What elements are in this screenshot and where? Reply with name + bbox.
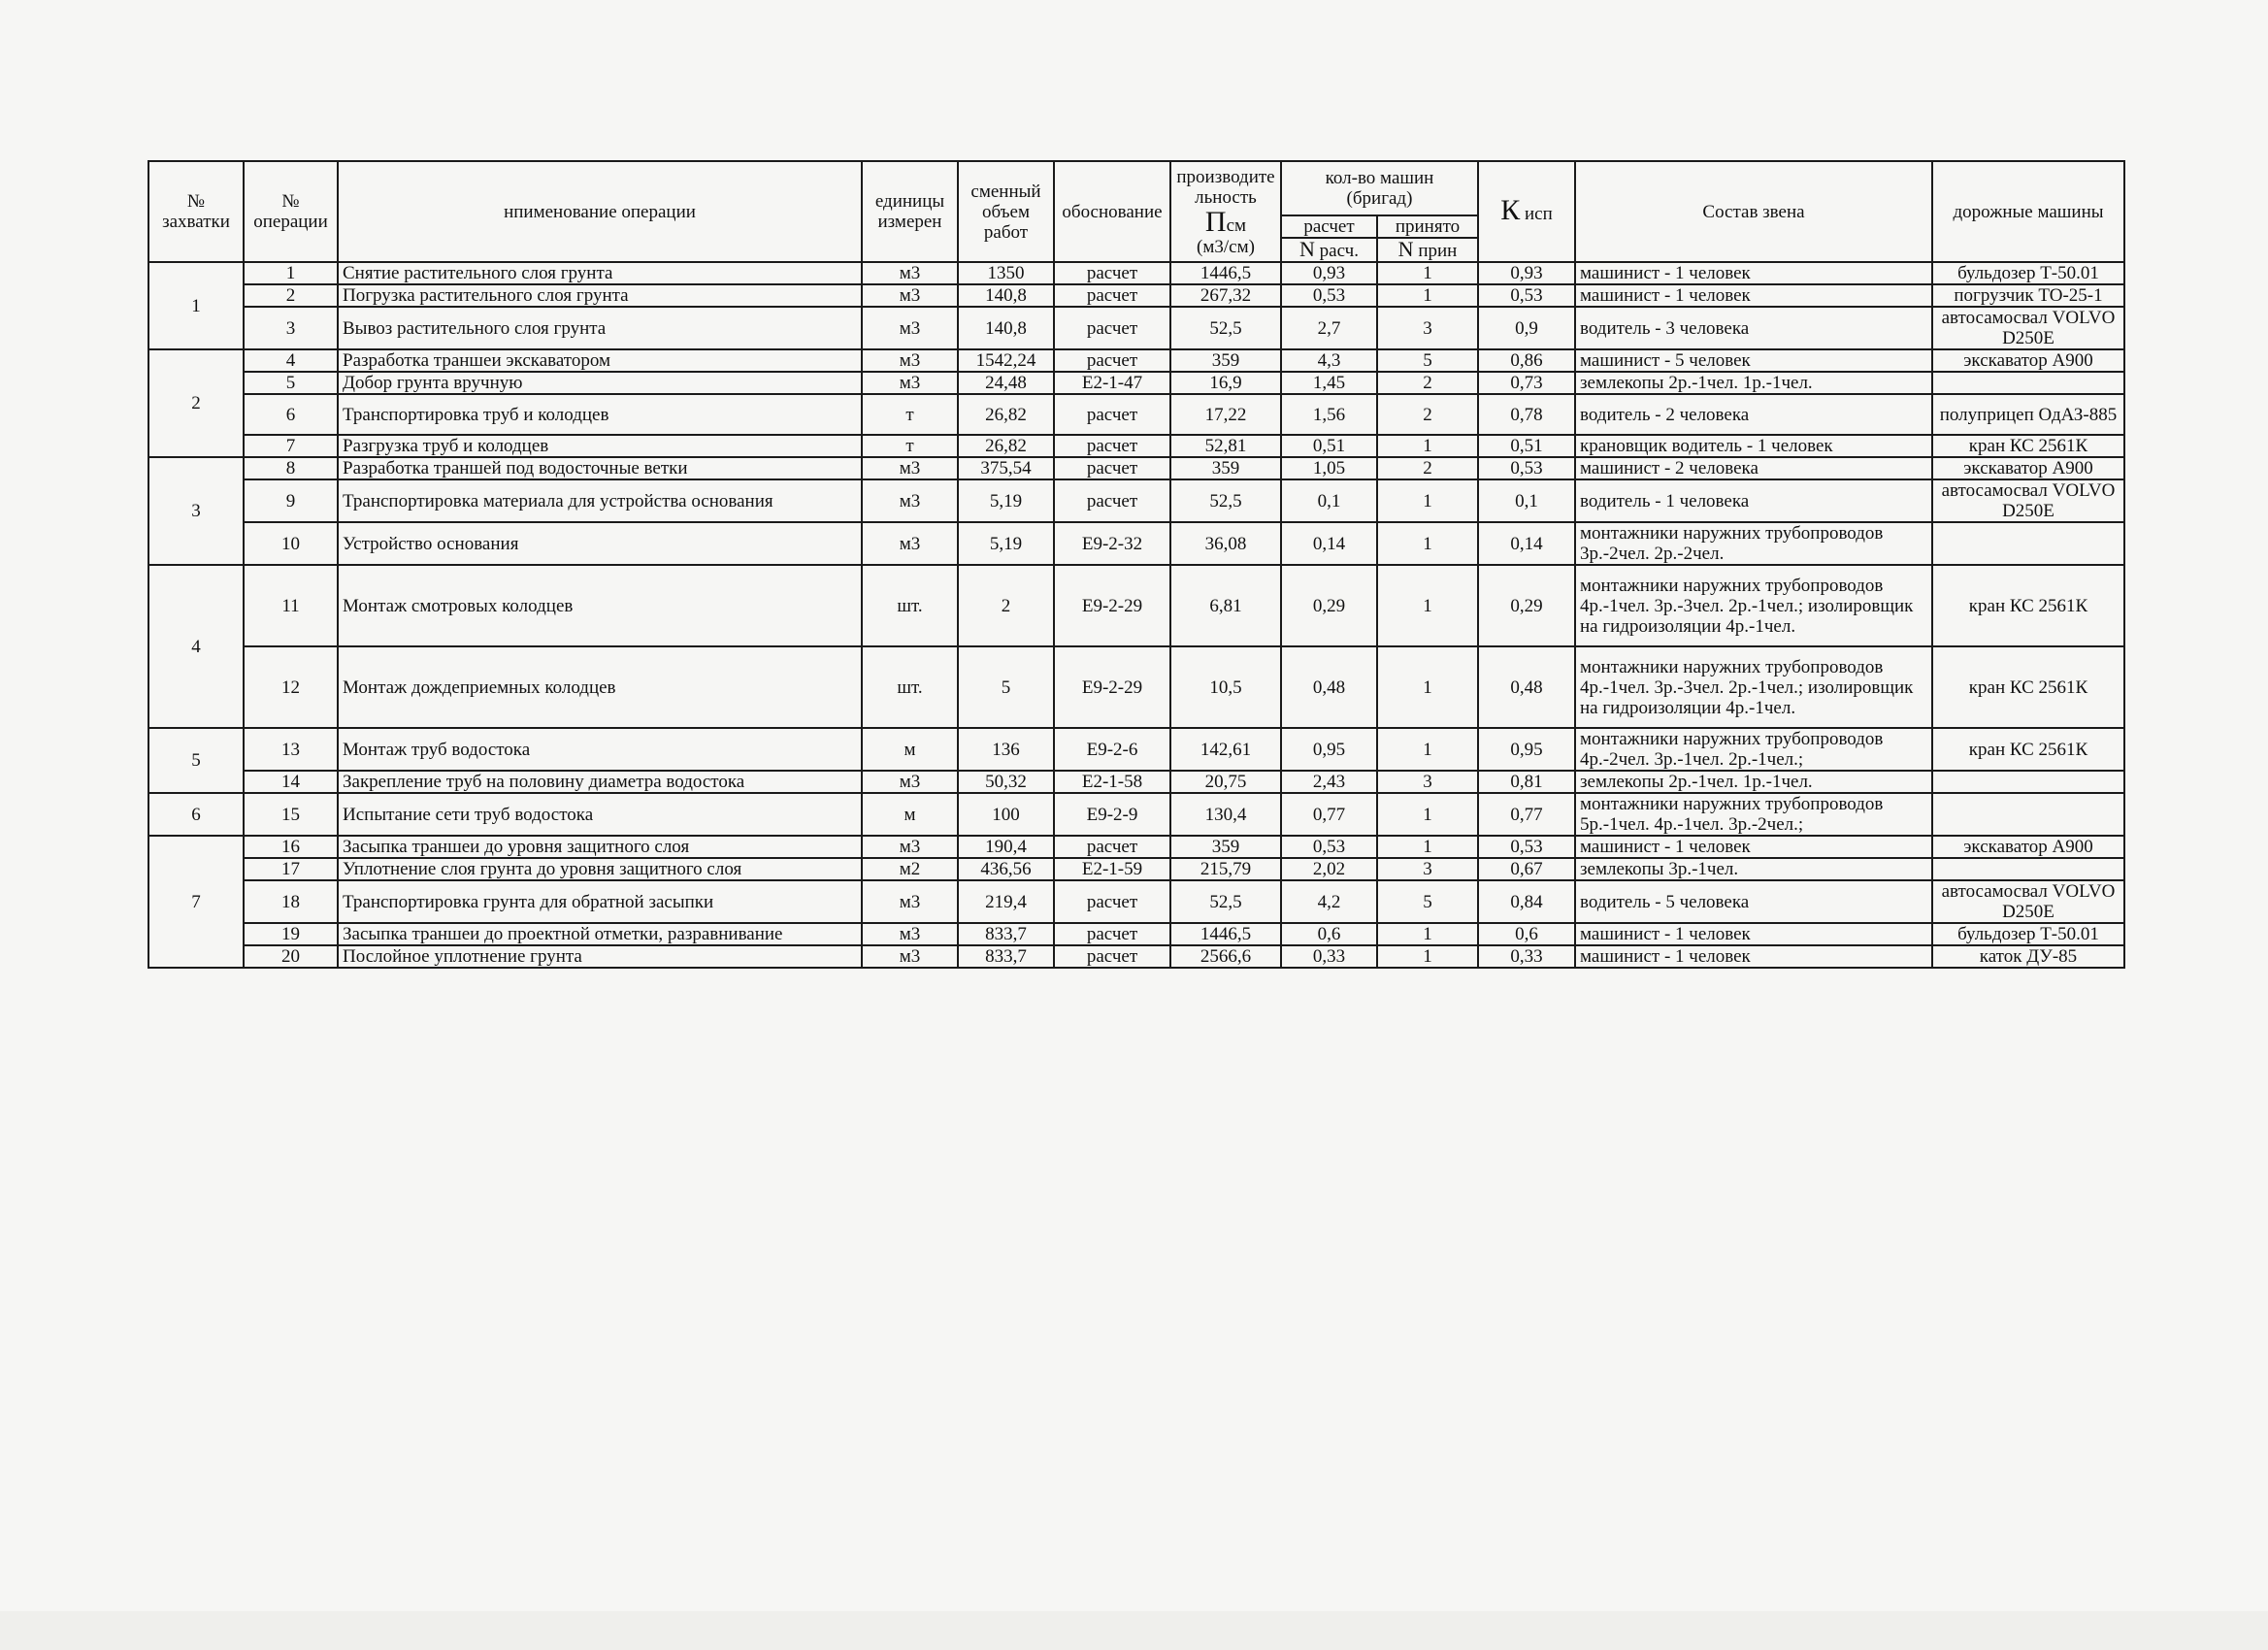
productivity-cell: 1446,5: [1170, 923, 1281, 945]
operation-name-cell: Монтаж дождеприемных колодцев: [338, 646, 862, 728]
road-machine-cell: экскаватор А900: [1932, 349, 2124, 372]
team-cell: землекопы 2р.-1чел. 1р.-1чел.: [1575, 372, 1932, 394]
header-operation-no: № операции: [244, 161, 338, 262]
team-cell: землекопы 3р.-1чел.: [1575, 858, 1932, 880]
n-accepted-cell: 1: [1377, 565, 1478, 646]
road-machine-cell: автосамосвал VOLVO D250E: [1932, 307, 2124, 349]
volume-cell: 100: [958, 793, 1054, 836]
operation-number-cell: 19: [244, 923, 338, 945]
volume-cell: 219,4: [958, 880, 1054, 923]
road-machine-cell: [1932, 372, 2124, 394]
n-calc-cell: 2,7: [1281, 307, 1377, 349]
road-machine-cell: бульдозер Т-50.01: [1932, 923, 2124, 945]
team-cell: машинист - 1 человек: [1575, 836, 1932, 858]
basis-cell: расчет: [1054, 394, 1170, 435]
unit-cell: м3: [862, 771, 958, 793]
productivity-cell: 142,61: [1170, 728, 1281, 771]
productivity-cell: 215,79: [1170, 858, 1281, 880]
n-accepted-cell: 1: [1377, 728, 1478, 771]
zahvatka-number-cell: 2: [148, 349, 244, 457]
road-machine-cell: кран КС 2561К: [1932, 565, 2124, 646]
k-usage-cell: 0,53: [1478, 457, 1575, 479]
operation-number-cell: 7: [244, 435, 338, 457]
table-row: [148, 646, 2124, 728]
table-row: [148, 394, 2124, 435]
operation-name-cell: Уплотнение слоя грунта до уровня защитного слоя: [338, 858, 862, 880]
header-shift-volume: сменный объем работ: [958, 161, 1054, 262]
n-accepted-cell: 1: [1377, 262, 1478, 284]
k-usage-cell: 0,14: [1478, 522, 1575, 565]
table-row: [148, 372, 2124, 394]
productivity-cell: 52,81: [1170, 435, 1281, 457]
team-cell: монтажники наружних трубопроводов 5р.-1чел. 4р.-1чел. 3р.-2чел.;: [1575, 793, 1932, 836]
header-units: единицы измерен: [862, 161, 958, 262]
operation-name-cell: Разработка траншеи экскаватором: [338, 349, 862, 372]
k-usage-cell: 0,29: [1478, 565, 1575, 646]
unit-cell: м3: [862, 836, 958, 858]
k-usage-cell: 0,77: [1478, 793, 1575, 836]
team-cell: водитель - 3 человека: [1575, 307, 1932, 349]
team-cell: водитель - 1 человека: [1575, 479, 1932, 522]
zahvatka-number-cell: 4: [148, 565, 244, 728]
operation-name-cell: Послойное уплотнение грунта: [338, 945, 862, 968]
operation-number-cell: 5: [244, 372, 338, 394]
n-calc-cell: 4,3: [1281, 349, 1377, 372]
unit-cell: шт.: [862, 565, 958, 646]
scan-bottom-band: [0, 1611, 2268, 1650]
header-n-accepted: N прин: [1377, 238, 1478, 262]
operation-number-cell: 10: [244, 522, 338, 565]
operation-number-cell: 8: [244, 457, 338, 479]
volume-cell: 26,82: [958, 394, 1054, 435]
unit-cell: м3: [862, 372, 958, 394]
n-calc-cell: 0,93: [1281, 262, 1377, 284]
basis-cell: расчет: [1054, 307, 1170, 349]
operation-number-cell: 11: [244, 565, 338, 646]
k-usage-cell: 0,48: [1478, 646, 1575, 728]
n-calc-cell: 0,95: [1281, 728, 1377, 771]
productivity-cell: 359: [1170, 836, 1281, 858]
volume-cell: 833,7: [958, 945, 1054, 968]
k-usage-cell: 0,84: [1478, 880, 1575, 923]
n-calc-cell: 2,02: [1281, 858, 1377, 880]
k-usage-cell: 0,78: [1478, 394, 1575, 435]
volume-cell: 5,19: [958, 522, 1054, 565]
table-row: [148, 945, 2124, 968]
zahvatka-number-cell: 1: [148, 262, 244, 349]
unit-cell: м3: [862, 479, 958, 522]
n-accepted-cell: 1: [1377, 646, 1478, 728]
team-cell: водитель - 2 человека: [1575, 394, 1932, 435]
n-accepted-cell: 1: [1377, 284, 1478, 307]
road-machine-cell: автосамосвал VOLVO D250E: [1932, 880, 2124, 923]
volume-cell: 2: [958, 565, 1054, 646]
header-productivity: производите льность Псм (м3/см): [1170, 161, 1281, 262]
road-machine-cell: экскаватор А900: [1932, 457, 2124, 479]
road-machine-cell: [1932, 771, 2124, 793]
operation-number-cell: 18: [244, 880, 338, 923]
operation-number-cell: 16: [244, 836, 338, 858]
n-calc-cell: 4,2: [1281, 880, 1377, 923]
team-cell: машинист - 1 человек: [1575, 284, 1932, 307]
road-machine-cell: погрузчик ТО-25-1: [1932, 284, 2124, 307]
productivity-cell: 52,5: [1170, 307, 1281, 349]
operation-number-cell: 4: [244, 349, 338, 372]
team-cell: машинист - 2 человека: [1575, 457, 1932, 479]
operation-number-cell: 3: [244, 307, 338, 349]
header-accepted: принято: [1377, 215, 1478, 238]
table-row: [148, 435, 2124, 457]
operation-name-cell: Погрузка растительного слоя грунта: [338, 284, 862, 307]
table-row: [148, 858, 2124, 880]
unit-cell: м3: [862, 349, 958, 372]
volume-cell: 50,32: [958, 771, 1054, 793]
operation-number-cell: 2: [244, 284, 338, 307]
k-usage-cell: 0,51: [1478, 435, 1575, 457]
road-machine-cell: кран КС 2561К: [1932, 435, 2124, 457]
k-usage-cell: 0,81: [1478, 771, 1575, 793]
work-schedule-table: [148, 160, 2125, 969]
operation-number-cell: 12: [244, 646, 338, 728]
basis-cell: расчет: [1054, 923, 1170, 945]
operation-name-cell: Добор грунта вручную: [338, 372, 862, 394]
n-calc-cell: 2,43: [1281, 771, 1377, 793]
basis-cell: расчет: [1054, 880, 1170, 923]
k-usage-cell: 0,86: [1478, 349, 1575, 372]
basis-cell: расчет: [1054, 349, 1170, 372]
productivity-cell: 17,22: [1170, 394, 1281, 435]
operation-number-cell: 6: [244, 394, 338, 435]
n-accepted-cell: 3: [1377, 858, 1478, 880]
n-calc-cell: 0,29: [1281, 565, 1377, 646]
n-accepted-cell: 2: [1377, 457, 1478, 479]
k-usage-cell: 0,1: [1478, 479, 1575, 522]
k-usage-cell: 0,67: [1478, 858, 1575, 880]
road-machine-cell: бульдозер Т-50.01: [1932, 262, 2124, 284]
operation-number-cell: 15: [244, 793, 338, 836]
k-usage-cell: 0,9: [1478, 307, 1575, 349]
k-usage-cell: 0,93: [1478, 262, 1575, 284]
n-calc-cell: 0,53: [1281, 284, 1377, 307]
volume-cell: 24,48: [958, 372, 1054, 394]
table-row: [148, 771, 2124, 793]
n-accepted-cell: 3: [1377, 771, 1478, 793]
n-accepted-cell: 3: [1377, 307, 1478, 349]
basis-cell: Е9-2-6: [1054, 728, 1170, 771]
header-calc: расчет: [1281, 215, 1377, 238]
basis-cell: расчет: [1054, 262, 1170, 284]
operation-name-cell: Снятие растительного слоя грунта: [338, 262, 862, 284]
team-cell: монтажники наружних трубопроводов 4р.-2чел. 3р.-1чел. 2р.-1чел.;: [1575, 728, 1932, 771]
table-row: [148, 307, 2124, 349]
n-accepted-cell: 5: [1377, 880, 1478, 923]
table-row: [148, 728, 2124, 771]
operation-number-cell: 9: [244, 479, 338, 522]
volume-cell: 190,4: [958, 836, 1054, 858]
productivity-cell: 36,08: [1170, 522, 1281, 565]
operation-name-cell: Монтаж труб водостока: [338, 728, 862, 771]
header-operation-name: нпименование операции: [338, 161, 862, 262]
n-calc-cell: 0,77: [1281, 793, 1377, 836]
n-calc-cell: 1,05: [1281, 457, 1377, 479]
basis-cell: Е9-2-29: [1054, 646, 1170, 728]
zahvatka-number-cell: 7: [148, 836, 244, 968]
n-accepted-cell: 1: [1377, 435, 1478, 457]
header-machines: кол-во машин (бригад): [1281, 161, 1478, 215]
basis-cell: расчет: [1054, 284, 1170, 307]
road-machine-cell: автосамосвал VOLVO D250E: [1932, 479, 2124, 522]
team-cell: машинист - 1 человек: [1575, 262, 1932, 284]
n-calc-cell: 0,48: [1281, 646, 1377, 728]
operation-number-cell: 20: [244, 945, 338, 968]
road-machine-cell: каток ДУ-85: [1932, 945, 2124, 968]
header-n-calc: N расч.: [1281, 238, 1377, 262]
road-machine-cell: полуприцеп ОдАЗ-885: [1932, 394, 2124, 435]
table-row: [148, 923, 2124, 945]
productivity-cell: 1446,5: [1170, 262, 1281, 284]
k-usage-cell: 0,53: [1478, 836, 1575, 858]
table-row: [148, 479, 2124, 522]
volume-cell: 1350: [958, 262, 1054, 284]
unit-cell: т: [862, 394, 958, 435]
n-calc-cell: 0,33: [1281, 945, 1377, 968]
unit-cell: т: [862, 435, 958, 457]
basis-cell: расчет: [1054, 435, 1170, 457]
table-row: [148, 262, 2124, 284]
n-accepted-cell: 1: [1377, 945, 1478, 968]
volume-cell: 140,8: [958, 307, 1054, 349]
volume-cell: 436,56: [958, 858, 1054, 880]
operation-name-cell: Вывоз растительного слоя грунта: [338, 307, 862, 349]
unit-cell: шт.: [862, 646, 958, 728]
road-machine-cell: [1932, 522, 2124, 565]
operation-name-cell: Засыпка траншеи до уровня защитного слоя: [338, 836, 862, 858]
productivity-cell: 10,5: [1170, 646, 1281, 728]
operation-number-cell: 17: [244, 858, 338, 880]
productivity-cell: 130,4: [1170, 793, 1281, 836]
productivity-cell: 16,9: [1170, 372, 1281, 394]
road-machine-cell: [1932, 858, 2124, 880]
productivity-cell: 52,5: [1170, 479, 1281, 522]
header-k-usage: К исп: [1478, 161, 1575, 262]
k-usage-cell: 0,95: [1478, 728, 1575, 771]
productivity-cell: 6,81: [1170, 565, 1281, 646]
productivity-cell: 359: [1170, 349, 1281, 372]
team-cell: крановщик водитель - 1 человек: [1575, 435, 1932, 457]
operation-name-cell: Транспортировка материала для устройства основания: [338, 479, 862, 522]
n-accepted-cell: 1: [1377, 793, 1478, 836]
road-machine-cell: кран КС 2561К: [1932, 728, 2124, 771]
zahvatka-number-cell: 6: [148, 793, 244, 836]
operation-name-cell: Транспортировка труб и колодцев: [338, 394, 862, 435]
team-cell: монтажники наружних трубопроводов 3р.-2чел. 2р.-2чел.: [1575, 522, 1932, 565]
k-usage-cell: 0,53: [1478, 284, 1575, 307]
productivity-cell: 2566,6: [1170, 945, 1281, 968]
basis-cell: Е9-2-32: [1054, 522, 1170, 565]
zahvatka-number-cell: 5: [148, 728, 244, 793]
operation-name-cell: Засыпка траншеи до проектной отметки, разравнивание: [338, 923, 862, 945]
k-usage-cell: 0,73: [1478, 372, 1575, 394]
unit-cell: м3: [862, 307, 958, 349]
basis-cell: расчет: [1054, 945, 1170, 968]
header-basis: обоснование: [1054, 161, 1170, 262]
table-row: [148, 349, 2124, 372]
n-accepted-cell: 1: [1377, 923, 1478, 945]
unit-cell: м3: [862, 457, 958, 479]
unit-cell: м: [862, 793, 958, 836]
table-row: [148, 457, 2124, 479]
team-cell: машинист - 1 человек: [1575, 923, 1932, 945]
operation-number-cell: 1: [244, 262, 338, 284]
basis-cell: Е2-1-47: [1054, 372, 1170, 394]
header-zahvatka: № захватки: [148, 161, 244, 262]
n-calc-cell: 0,51: [1281, 435, 1377, 457]
volume-cell: 833,7: [958, 923, 1054, 945]
basis-cell: расчет: [1054, 836, 1170, 858]
operation-name-cell: Испытание сети труб водостока: [338, 793, 862, 836]
basis-cell: расчет: [1054, 457, 1170, 479]
basis-cell: Е9-2-9: [1054, 793, 1170, 836]
road-machine-cell: экскаватор А900: [1932, 836, 2124, 858]
team-cell: монтажники наружних трубопроводов 4р.-1чел. 3р.-3чел. 2р.-1чел.; изолировщик на гидроизоляции 4р.-1чел.: [1575, 646, 1932, 728]
productivity-cell: 359: [1170, 457, 1281, 479]
operation-name-cell: Разработка траншей под водосточные ветки: [338, 457, 862, 479]
productivity-cell: 20,75: [1170, 771, 1281, 793]
unit-cell: м3: [862, 945, 958, 968]
operation-number-cell: 14: [244, 771, 338, 793]
unit-cell: м3: [862, 262, 958, 284]
n-calc-cell: 0,1: [1281, 479, 1377, 522]
productivity-cell: 52,5: [1170, 880, 1281, 923]
k-usage-cell: 0,33: [1478, 945, 1575, 968]
volume-cell: 136: [958, 728, 1054, 771]
unit-cell: м3: [862, 522, 958, 565]
productivity-cell: 267,32: [1170, 284, 1281, 307]
n-accepted-cell: 2: [1377, 372, 1478, 394]
header-team: Состав звена: [1575, 161, 1932, 262]
volume-cell: 375,54: [958, 457, 1054, 479]
volume-cell: 140,8: [958, 284, 1054, 307]
operation-name-cell: Закрепление труб на половину диаметра водостока: [338, 771, 862, 793]
road-machine-cell: кран КС 2561К: [1932, 646, 2124, 728]
unit-cell: м2: [862, 858, 958, 880]
table-row: [148, 522, 2124, 565]
unit-cell: м3: [862, 923, 958, 945]
team-cell: машинист - 1 человек: [1575, 945, 1932, 968]
operation-name-cell: Транспортировка грунта для обратной засыпки: [338, 880, 862, 923]
road-machine-cell: [1932, 793, 2124, 836]
unit-cell: м3: [862, 284, 958, 307]
volume-cell: 26,82: [958, 435, 1054, 457]
volume-cell: 1542,24: [958, 349, 1054, 372]
volume-cell: 5,19: [958, 479, 1054, 522]
n-accepted-cell: 1: [1377, 479, 1478, 522]
operation-name-cell: Монтаж смотровых колодцев: [338, 565, 862, 646]
team-cell: машинист - 5 человек: [1575, 349, 1932, 372]
basis-cell: расчет: [1054, 479, 1170, 522]
n-calc-cell: 1,45: [1281, 372, 1377, 394]
n-accepted-cell: 1: [1377, 522, 1478, 565]
table-row: [148, 284, 2124, 307]
n-calc-cell: 0,6: [1281, 923, 1377, 945]
operation-name-cell: Устройство основания: [338, 522, 862, 565]
zahvatka-number-cell: 3: [148, 457, 244, 565]
table-header: [148, 161, 2124, 262]
volume-cell: 5: [958, 646, 1054, 728]
n-calc-cell: 0,53: [1281, 836, 1377, 858]
basis-cell: Е2-1-59: [1054, 858, 1170, 880]
unit-cell: м: [862, 728, 958, 771]
operation-name-cell: Разгрузка труб и колодцев: [338, 435, 862, 457]
table-row: [148, 880, 2124, 923]
table-body: [148, 262, 2124, 968]
table-row: [148, 793, 2124, 836]
n-calc-cell: 0,14: [1281, 522, 1377, 565]
team-cell: водитель - 5 человека: [1575, 880, 1932, 923]
team-cell: монтажники наружних трубопроводов 4р.-1чел. 3р.-3чел. 2р.-1чел.; изолировщик на гидроизоляции 4р.-1чел.: [1575, 565, 1932, 646]
operation-number-cell: 13: [244, 728, 338, 771]
unit-cell: м3: [862, 880, 958, 923]
n-calc-cell: 1,56: [1281, 394, 1377, 435]
k-usage-cell: 0,6: [1478, 923, 1575, 945]
n-accepted-cell: 5: [1377, 349, 1478, 372]
table-row: [148, 836, 2124, 858]
basis-cell: Е2-1-58: [1054, 771, 1170, 793]
n-accepted-cell: 2: [1377, 394, 1478, 435]
table-row: [148, 565, 2124, 646]
header-road-machines: дорожные машины: [1932, 161, 2124, 262]
n-accepted-cell: 1: [1377, 836, 1478, 858]
basis-cell: Е9-2-29: [1054, 565, 1170, 646]
team-cell: землекопы 2р.-1чел. 1р.-1чел.: [1575, 771, 1932, 793]
